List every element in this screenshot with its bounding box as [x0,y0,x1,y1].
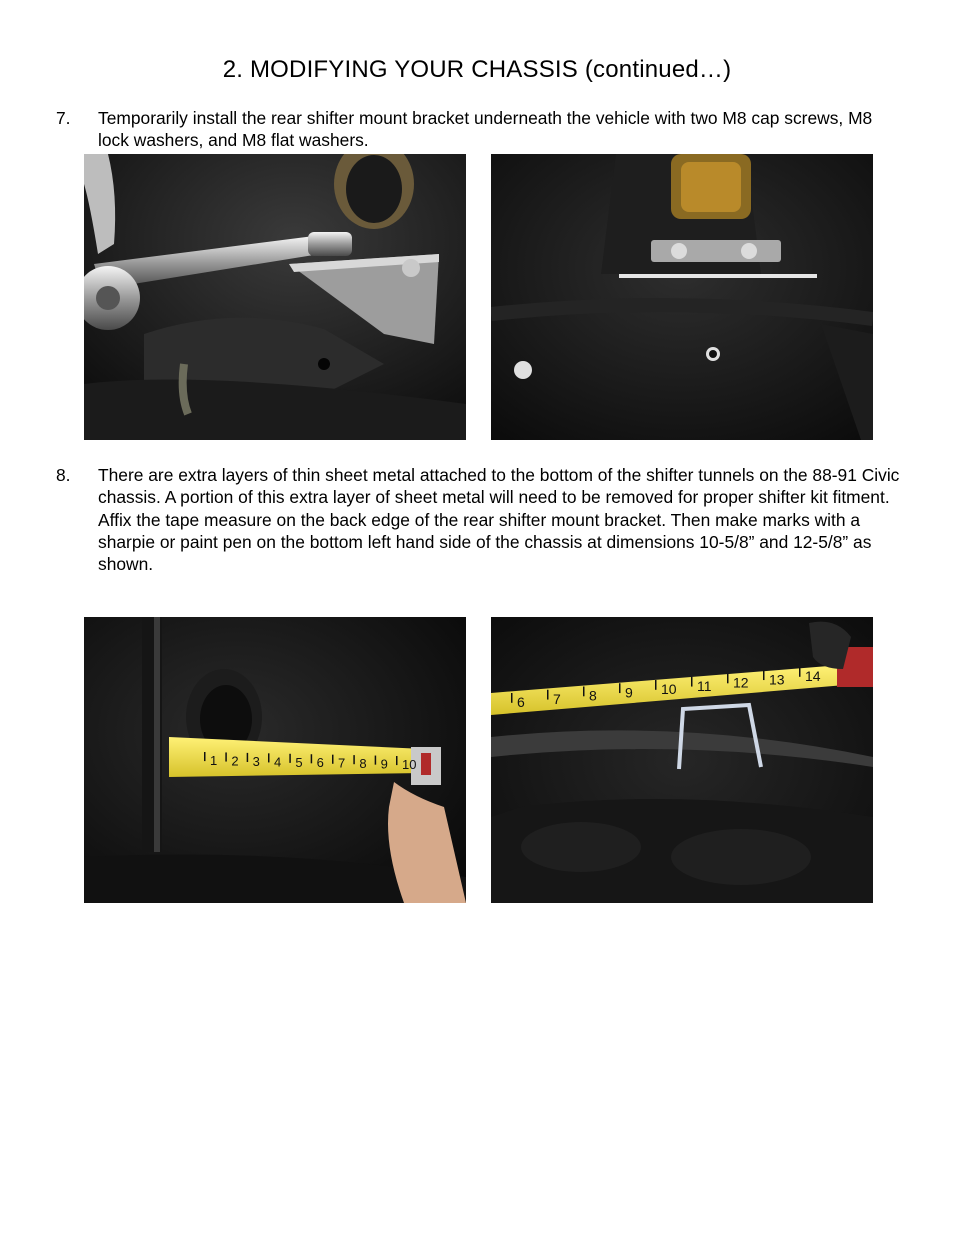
step-number: 7. [56,108,71,128]
tape-number: 7 [553,690,561,707]
tape-number: 14 [805,668,821,684]
tape-number: 9 [625,684,633,701]
photo-tape-measure-from-bracket [84,617,466,903]
photo-bracket-mounted [491,154,873,440]
tape-tick [268,753,270,762]
tape-number: 4 [274,754,282,770]
tape-number: 8 [589,687,597,704]
tape-tick [396,756,398,765]
tape-tick [655,680,657,690]
tape-tick [204,752,206,761]
tape-number: 13 [769,671,785,688]
tape-tick [727,674,729,684]
tape-tick [763,670,765,680]
tape-number: 10 [661,681,677,697]
tape-number: 1 [210,753,218,768]
tape-number: 6 [316,755,324,771]
step-7 [56,107,906,152]
step-text: There are extra layers of thin sheet metal attached to the bottom of the shifter tunnels on the 88-91 Civic chassis. A portion of this extra layer of sheet metal will need to be removed for proper shifter kit fitment. Affix the tape measure on the back edge of the rear shifter mount bracket. Then make marks with a sharpie or paint pen on the bottom left hand side of the chassis at dimensions 10-5/8” and 12-5/8” as shown. [98,465,900,575]
tape-number: 8 [359,756,367,772]
tape-tick [311,754,313,763]
tape-tick [289,754,291,763]
tape-tick [375,756,377,765]
step-text: Temporarily install the rear shifter mount bracket underneath the vehicle with two M8 cap screws, M8 lock washers, and M8 flat washers. [98,108,873,151]
tape-tick [353,755,355,764]
tape-number: 3 [252,753,260,769]
tape-number: 2 [231,753,239,769]
tape-tick [225,752,227,761]
tape-tick [583,687,585,697]
tape-number: 11 [697,677,712,694]
tape-number: 9 [380,756,388,772]
tape-tick [691,677,693,687]
tape-tick [332,755,334,764]
step-8 [56,464,906,575]
step-number: 8. [56,465,71,485]
tape-number: 10 [402,757,417,772]
tape-number: 7 [338,755,346,771]
tape-tick [799,667,801,677]
tape-tick [247,753,249,762]
tape-tick [619,683,621,693]
tape-tick [547,690,549,700]
tape-number: 5 [295,754,303,770]
photo-marks-on-chassis [491,617,873,903]
page-title: 2. MODIFYING YOUR CHASSIS (continued…) [222,56,732,83]
tape-number: 12 [733,674,749,691]
tape-tick [511,693,513,703]
photo-ratchet-installing-bracket [84,154,466,440]
tape-number: 6 [517,694,525,710]
